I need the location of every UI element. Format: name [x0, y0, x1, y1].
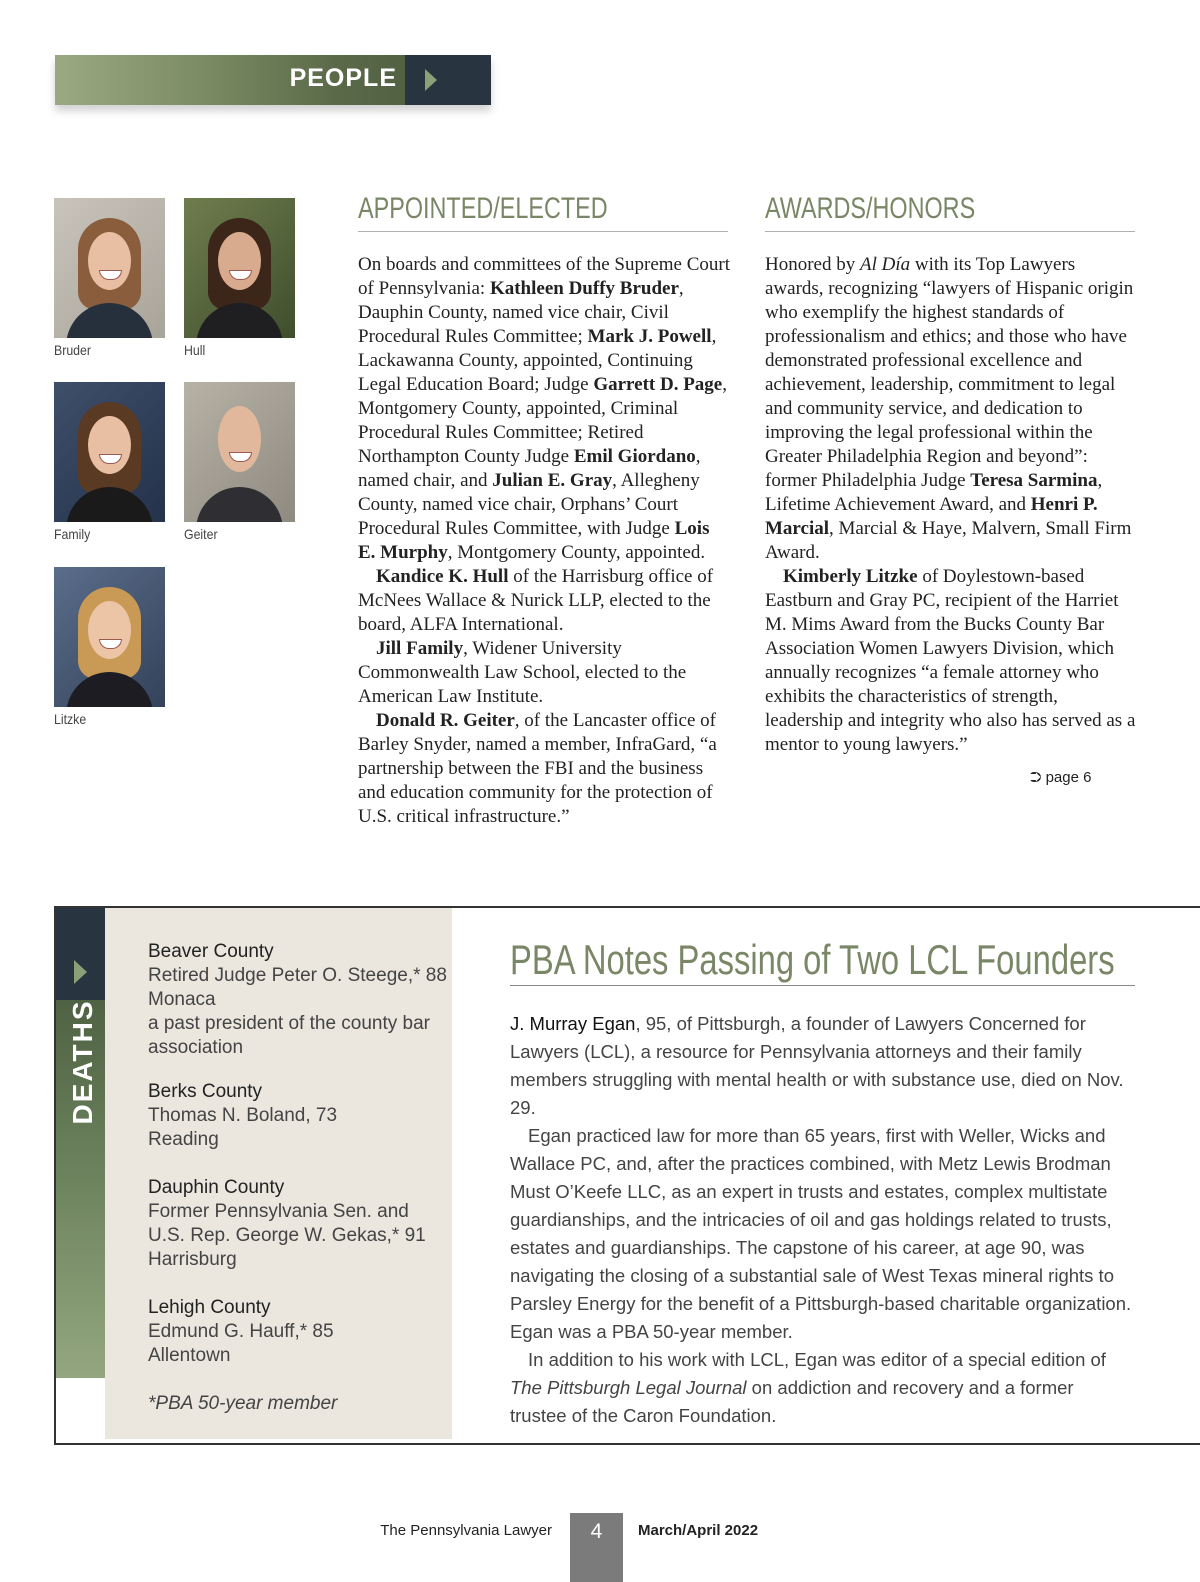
section-banner [55, 55, 491, 105]
photo-caption: Hull [184, 342, 206, 358]
article-title: PBA Notes Passing of Two LCL Founders [510, 936, 1115, 983]
death-detail: association [148, 1037, 244, 1058]
continued-link[interactable] [1030, 769, 1091, 786]
awards-column [765, 253, 1137, 757]
appointed-paragraph: Donald R. Geiter, of the Lancaster office of Barley Snyder, named a member, InfraGard, “a partnership between the FBI and the business and education community for the protection of U.S. critical infrastructure.” [358, 710, 717, 827]
death-detail: a past president of the county bar [148, 1013, 431, 1034]
article-paragraph: In addition to his work with LCL, Egan was editor of a special edition of The Pittsburgh Legal Journal on addiction and recovery and a former trustee of the Caron Foundation. [510, 1349, 1106, 1426]
death-detail: Harrisburg [148, 1249, 237, 1270]
awards-paragraph: Kimberly Litzke of Doylestown-based Eastburn and Gray PC, recipient of the Harriet M. Mims Award from the Bucks County Bar Association Women Lawyers Division, which annually recognizes “a female attorney who exhibits the characteristics of strength, leadership and integrity who also has served as a mentor to young lawyers.” [765, 566, 1136, 755]
death-detail: Thomas N. Boland, 73 [148, 1105, 338, 1126]
photo-caption: Bruder [54, 342, 91, 358]
page-number: 4 [590, 1520, 603, 1543]
death-county: Beaver County [148, 941, 274, 962]
deaths-label: DEATHS [67, 999, 98, 1125]
photo-caption: Family [54, 526, 91, 542]
awards-paragraph: Honored by Al Día with its Top Lawyers awards, recognizing “lawyers of Hispanic origin who exemplify the highest standards of professionalism and ethics; and those who have demonstrated professional excellence and achievement, leadership, commitment to legal and community service, and dedication to improving the legal professional within the Greater Philadelphia Region and beyond”: former Philadelphia Judge Teresa Sarmina, Lifetime Achievement Award, and Henri P. Marcial, Marcial & Haye, Malvern, Small Firm Award. [765, 254, 1134, 563]
death-detail: Allentown [148, 1345, 231, 1366]
photo-geiter [184, 382, 295, 522]
death-detail: Edmund G. Hauff,* 85 [148, 1321, 334, 1342]
death-detail: Former Pennsylvania Sen. and [148, 1201, 409, 1222]
appointed-column [358, 253, 730, 829]
photo-caption: Geiter [184, 526, 218, 542]
footer-issue: March/April 2022 [638, 1522, 759, 1539]
section-title: PEOPLE [289, 64, 397, 92]
death-detail: Reading [148, 1129, 219, 1150]
death-detail: U.S. Rep. George W. Gekas,* 91 [148, 1225, 426, 1246]
heading-rule [358, 231, 728, 232]
appointed-heading: APPOINTED/ELECTED [358, 192, 608, 225]
photo-hull [184, 198, 295, 338]
arrow-right-icon [74, 960, 87, 984]
photo-caption: Litzke [54, 711, 87, 727]
awards-heading: AWARDS/HONORS [765, 192, 976, 225]
appointed-paragraph: Jill Family, Widener University Commonwealth Law School, elected to the American Law Institute. [358, 638, 687, 707]
article-rule [510, 985, 1135, 986]
article-paragraph: Egan practiced law for more than 65 years, first with Weller, Wicks and Wallace PC, and, after the practices combined, with Metz Lewis Brodman Must O’Keefe LLC, as an expert in trusts and estates, complex multistate guardianships, and the intricacies of oil and gas holdings related to trusts, estates and guardianships. The capstone of his career, at age 90, was navigating the closing of a substantial sale of West Texas mineral rights to Parsley Energy for the benefit of a Pittsburgh-based charitable organization. Egan was a PBA 50-year member. [510, 1125, 1132, 1342]
photo-bruder [54, 198, 165, 338]
death-county: Lehigh County [148, 1297, 271, 1318]
appointed-paragraph: Kandice K. Hull of the Harrisburg office of McNees Wallace & Nurick LLP, elected to the board, ALFA International. [358, 566, 714, 635]
death-detail: Retired Judge Peter O. Steege,* 88 [148, 965, 447, 986]
footer-publication: The Pennsylvania Lawyer [380, 1522, 552, 1539]
heading-rule [765, 231, 1135, 232]
appointed-paragraph: On boards and committees of the Supreme Court of Pennsylvania: Kathleen Duffy Bruder, Dauphin County, named vice chair, Civil Procedural Rules Committee; Mark J. Powell, Lackawanna County, appointed, Continuing Legal Education Board; Judge Garrett D. Page, Montgomery County, appointed, Criminal Procedural Rules Committee; Retired Northampton County Judge Emil Giordano, named chair, and Julian E. Gray, Allegheny County, named vice chair, Orphans’ Court Procedural Rules Committee, with Judge Lois E. Murphy, Montgomery County, appointed. [358, 254, 731, 563]
photo-litzke [54, 567, 165, 707]
deaths-sidebar [56, 908, 105, 1439]
article-body [510, 1010, 1135, 1430]
continued-page: page 6 [1045, 769, 1092, 786]
death-footnote: *PBA 50-year member [148, 1393, 338, 1414]
arrow-right-icon [425, 69, 437, 91]
banner-tail [405, 55, 491, 105]
death-county: Berks County [148, 1081, 263, 1102]
death-detail: Monaca [148, 989, 216, 1010]
death-county: Dauphin County [148, 1177, 285, 1198]
article-paragraph: J. Murray Egan, 95, of Pittsburgh, a founder of Lawyers Concerned for Lawyers (LCL), a resource for Pennsylvania attorneys and their family members struggling with mental health or with substance use, died on Nov. 29. [510, 1013, 1124, 1118]
return-arrow-icon: ⮊ [1030, 769, 1042, 786]
photo-family [54, 382, 165, 522]
